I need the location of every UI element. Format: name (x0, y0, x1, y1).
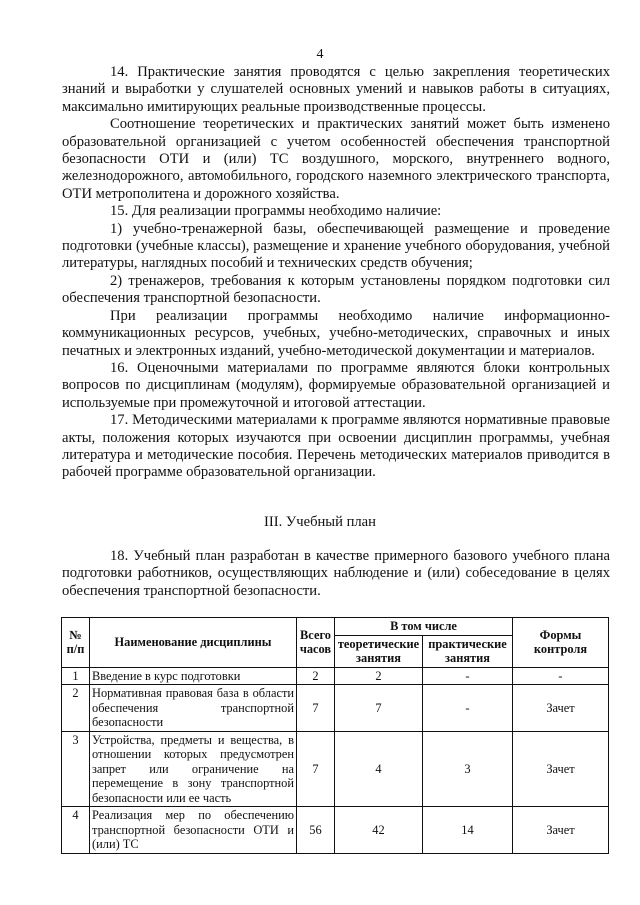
row-practice: - (423, 667, 513, 685)
page-number: 4 (316, 47, 324, 62)
row-control: Зачет (513, 807, 609, 854)
row-theory: 4 (335, 731, 423, 807)
table-row (62, 731, 609, 807)
header-num: № п/п (62, 618, 90, 668)
paragraph-17: 17. Методическими материалами к программе являются нормативные правовые акты, положения которых изучаются при освоении дисциплин программы, учебная литература и методические пособия. Перечень методических материалов приводится в рабочей программе образовательной организации. (62, 412, 610, 481)
header-total: Всего часов (297, 618, 335, 668)
row-total: 56 (297, 807, 335, 854)
paragraph-18: 18. Учебный план разработан в качестве примерного базового учебного плана подготовки работников, осуществляющих наблюдение и (или) собеседование в целях обеспечения транспортной безопасности. (62, 548, 610, 599)
section-title: III. Учебный план (264, 514, 376, 530)
body-text (62, 64, 610, 482)
curriculum-table (61, 617, 609, 854)
row-theory: 2 (335, 667, 423, 685)
header-control: Формы контроля (513, 618, 609, 668)
row-num: 4 (62, 807, 90, 854)
header-practice: практические занятия (423, 635, 513, 667)
table-row (62, 667, 609, 685)
table-header-row (62, 618, 609, 636)
row-name: Устройства, предметы и вещества, в отношении которых предусмотрен запрет или ограничение на перемещение в зону транспортной безопасности или ее часть (90, 731, 297, 807)
row-name: Нормативная правовая база в области обеспечения транспортной безопасности (90, 685, 297, 732)
row-control: Зачет (513, 685, 609, 732)
paragraph-15-2: 2) тренажеров, требования к которым установлены порядком подготовки сил обеспечения транспортной безопасности. (62, 272, 610, 307)
paragraph-resources: При реализации программы необходимо наличие информационно-коммуникационных ресурсов, учебных, учебно-методических, справочных и иных печатных и электронных изданий, учебно-методической документации и материалов. (62, 307, 610, 359)
row-total: 7 (297, 731, 335, 807)
table-row (62, 685, 609, 732)
row-name: Реализация мер по обеспечению транспортной безопасности ОТИ и (или) ТС (90, 807, 297, 854)
table-row (62, 807, 609, 854)
row-num: 3 (62, 731, 90, 807)
paragraph-ratio: Соотношение теоретических и практических занятий может быть изменено образовательной организацией с учетом особенностей обеспечения транспортной безопасности ОТИ и (или) ТС воздушного, морского, внутреннего водного, железнодорожного, автомобильного, городского наземного электрического транспорта, ОТИ метрополитена и дорожного хозяйства. (62, 116, 610, 202)
header-name: Наименование дисциплины (90, 618, 297, 668)
row-practice: 14 (423, 807, 513, 854)
paragraph-15: 15. Для реализации программы необходимо наличие: (110, 203, 442, 220)
row-control: - (513, 667, 609, 685)
header-including: В том числе (335, 618, 513, 636)
row-theory: 7 (335, 685, 423, 732)
row-practice: - (423, 685, 513, 732)
row-name: Введение в курс подготовки (90, 667, 297, 685)
paragraph-16: 16. Оценочными материалами по программе являются блоки контрольных вопросов по дисциплинам (модулям), формируемые образовательной организацией и используемые при промежуточной и итоговой аттестации. (62, 359, 610, 411)
row-total: 2 (297, 667, 335, 685)
row-practice: 3 (423, 731, 513, 807)
paragraph-14: 14. Практические занятия проводятся с целью закрепления теоретических знаний и выработки у слушателей основных умений и навыков работы в ситуациях, максимально имитирующих реальные производственные процессы. (62, 64, 610, 115)
header-theory: теоретические занятия (335, 635, 423, 667)
row-num: 2 (62, 685, 90, 732)
row-theory: 42 (335, 807, 423, 854)
row-total: 7 (297, 685, 335, 732)
row-control: Зачет (513, 731, 609, 807)
paragraph-15-1: 1) учебно-тренажерной базы, обеспечивающей размещение и проведение подготовки (учебные классы), размещение и хранение учебного оборудования, учебной литературы, наглядных пособий и технических средств обучения; (62, 220, 610, 272)
plan-intro (62, 548, 610, 600)
row-num: 1 (62, 667, 90, 685)
